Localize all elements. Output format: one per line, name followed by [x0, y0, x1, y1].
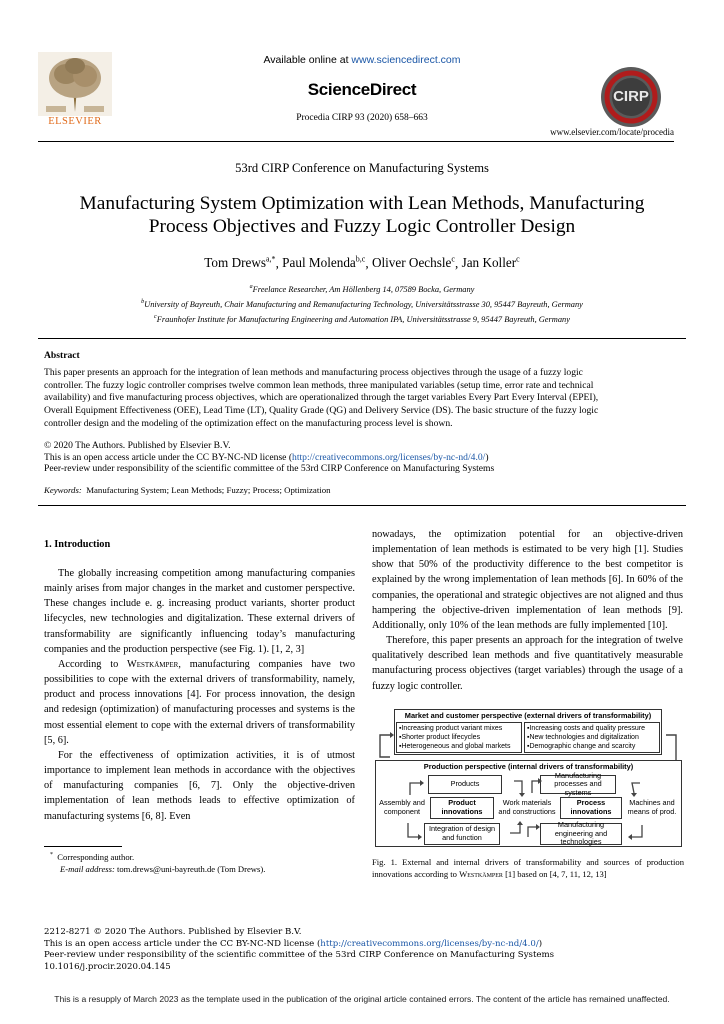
paper-title-line-1: Manufacturing System Optimization with Lean Methods, Manufacturing — [79, 193, 645, 214]
work-materials-label: Work materials and constructions — [498, 798, 556, 816]
peer-review: Peer-review under responsibility of the scientific committee of the 53rd CIRP Conference on Manufacturing Systems — [44, 463, 495, 475]
elsevier-wordmark: ELSEVIER — [48, 116, 102, 127]
elsevier-tree-icon — [38, 52, 112, 116]
affiliation: $^c$Fraunhofer Institute for Manufacturing Engineering and Automation IPA, Universitätsstrasse 9, 95447 Bayreuth, Germany — [154, 313, 570, 324]
mfg-processes-box: Manufacturing processes and systems — [540, 775, 616, 794]
issn: 2212-8271 © 2020 The Authors. Published by Elsevier B.V. — [44, 927, 302, 937]
author-list: Tom Drews$^{a,*}$, Paul Molenda$^{b,c}$, Oliver Oechsle$^c$, Jan Koller$^c$ — [204, 255, 520, 271]
author-email: tom.drews@uni-bayreuth.de (Tom Drews). — [116, 863, 266, 874]
product-innovations-box: Product innovations — [430, 797, 494, 819]
author: Jan Koller$^c$ — [461, 255, 520, 271]
abstract-heading: Abstract — [44, 350, 80, 361]
paragraph: According to Westkämper, manufacturing companies have two possibilities to cope with the external drivers of transformability, namely, product and process innovations [4]. For process innovation, the design and redesign (optimization) of manufacturing processes and systems is the most essential element to cope with the external drivers of transformability [5, 6]. — [44, 658, 355, 746]
page-footer — [44, 927, 684, 973]
production-perspective-title: Production perspective (internal drivers of transformability) — [423, 762, 634, 771]
locate-url: www.elsevier.com/locate/procedia — [550, 127, 674, 137]
integration-box: Integration of design and function — [424, 823, 500, 845]
process-innovations-box: Process innovations — [560, 797, 622, 819]
cirp-logo-text: CIRP — [613, 88, 649, 105]
doi: 10.1016/j.procir.2020.04.145 — [44, 961, 171, 972]
market-perspective-title: Market and customer perspective (external drivers of transformability) — [404, 711, 652, 720]
abstract-text: This paper presents an approach for the integration of lean methods and manufacturing process objectives through the usage of a fuzzy logic controller. The fuzzy logic controller comprises twelve common lean methods, three manipulated variables (setup time, error rate and technical availability) and five manufacturing process objectives, which are operationalized through the target variables Every Part Every Interval (EPEI), Overall Equipment Effectiveness (OEE), Lead Time (LT), Quality Grade (QG) and Delivery Service (DS). The basic structure of the fuzzy logic controller design and the modeling of the optimization effect on the manufacturing process level is shown. — [44, 367, 599, 429]
mfg-engineering-box: Manufacturing engineering and technologies — [540, 823, 622, 845]
paragraph: For the effectiveness of optimization activities, it is of utmost importance to implement lean methods in accordance with the objectives of manufacturing companies [6, 7]. Only the objective-driven implementation of lean methods leads to effective optimization of manufacturing systems [6, 8]. Even — [44, 749, 355, 822]
figure-1 — [372, 709, 684, 847]
resupply-notice: This is a resupply of March 2023 as the template used in the publication of the original article contained errors. The content of the article has remained unaffected. — [54, 994, 670, 1004]
assembly-label: Assembly and component — [379, 798, 425, 816]
conference-name: 53rd CIRP Conference on Manufacturing Systems — [235, 161, 489, 175]
market-left-list: ▪Increasing product variant mixes ▪Shorter product lifecycles ▪Heterogeneous and global markets — [396, 722, 522, 753]
affiliation: $^b$University of Bayreuth, Chair Manufacturing and Remanufacturing Technology, Universitätsstrasse 30, 95447 Bayreuth, Germany — [141, 298, 583, 309]
author: Tom Drews$^{a,*}$ — [204, 255, 276, 271]
author: Paul Molenda$^{b,c}$ — [282, 255, 366, 271]
right-column — [372, 527, 683, 694]
paragraph: Therefore, this paper presents an approach for the integration of twelve qualitatively described lean methods and five quantitatively measurable manufacturing process objectives (target variables) through the usage of a fuzzy logic controller. — [372, 635, 683, 692]
cirp-logo — [600, 66, 662, 128]
affiliation: $^a$Freelance Researcher, Am Höllenberg 14, 07589 Bocka, Germany — [249, 284, 475, 294]
author: Oliver Oechsle$^c$ — [371, 255, 455, 271]
footnote-rule — [44, 846, 122, 847]
elsevier-logo — [38, 52, 112, 130]
sciencedirect-link[interactable]: www.sciencedirect.com — [351, 54, 461, 66]
abstract-top-rule — [38, 338, 686, 339]
left-column — [44, 566, 355, 824]
copyright: © 2020 The Authors. Published by Elsevier B.V. — [44, 440, 231, 451]
available-online: Available online at www.sciencedirect.com — [263, 54, 461, 66]
section-heading-introduction: 1. Introduction — [44, 539, 111, 550]
footer-license: This is an open access article under the CC BY-NC-ND license (http://creativecommons.org/licenses/by-nc-nd/4.0/) — [44, 938, 543, 949]
production-cycle-arrows-icon — [372, 771, 684, 847]
paper-title-line-2: Process Objectives and Fuzzy Logic Controller Design — [148, 216, 576, 237]
figure-1-caption: Fig. 1. External and internal drivers of transformability and sources of production innovations according to Westkämper [1] based on [4, 7, 11, 12, 13] — [372, 857, 684, 880]
paragraph: nowadays, the optimization potential for an objective-driven implementation of lean methods is estimated to be very high [1]. Studies show that 50% of the productivity difference to the best competitor is explained by the wrong implementation of lean methods [6]. In 60% of the companies, the operational and strategic objectives are not aligned and thus hampering the objective-driven implementation of lean methods [9]. Additionally, only 10% of the lean methods are fully implemented [10]. — [372, 529, 683, 631]
journal-citation: Procedia CIRP 93 (2020) 658–663 — [296, 113, 428, 123]
paragraph: The globally increasing competition among manufacturing companies mainly arises from major changes in the market and customer perspective. These changes include e. g. increasing product variants, shorter product lifecycles, new technologies and digitalization. These external drivers of transformability are significantly influencing today’s manufacturing companies and the production perspective (see Fig. 1). [1, 2, 3] — [44, 568, 355, 655]
footnote: * Corresponding author. E-mail address: tom.drews@uni-bayreuth.de (Tom Drews). — [50, 851, 266, 874]
market-right-list: ▪Increasing costs and quality pressure ▪New technologies and digitalization ▪Demographic change and scarcity — [524, 722, 660, 753]
license-link[interactable]: http://creativecommons.org/licenses/by-nc-nd/4.0/ — [292, 451, 486, 463]
footer-peer-review: Peer-review under responsibility of the scientific committee of the 53rd CIRP Conference on Manufacturing Systems — [44, 950, 555, 961]
sciencedirect-brand: ScienceDirect — [307, 80, 417, 99]
affiliations — [38, 281, 686, 325]
machines-label: Machines and means of prod. — [627, 798, 677, 816]
header-rule — [38, 141, 674, 142]
paper-title — [20, 192, 704, 238]
keywords-label: Keywords: — [44, 485, 82, 495]
footer-license-link[interactable]: http://creativecommons.org/licenses/by-nc-nd/4.0/ — [320, 938, 539, 949]
abstract-bottom-rule — [38, 505, 686, 506]
abstract-license — [44, 440, 684, 475]
products-box: Products — [428, 775, 502, 794]
keywords: Keywords: Manufacturing System; Lean Methods; Fuzzy; Process; Optimization — [44, 485, 331, 495]
license-line: This is an open access article under the CC BY-NC-ND license (http://creativecommons.org/licenses/by-nc-nd/4.0/) — [44, 451, 489, 463]
